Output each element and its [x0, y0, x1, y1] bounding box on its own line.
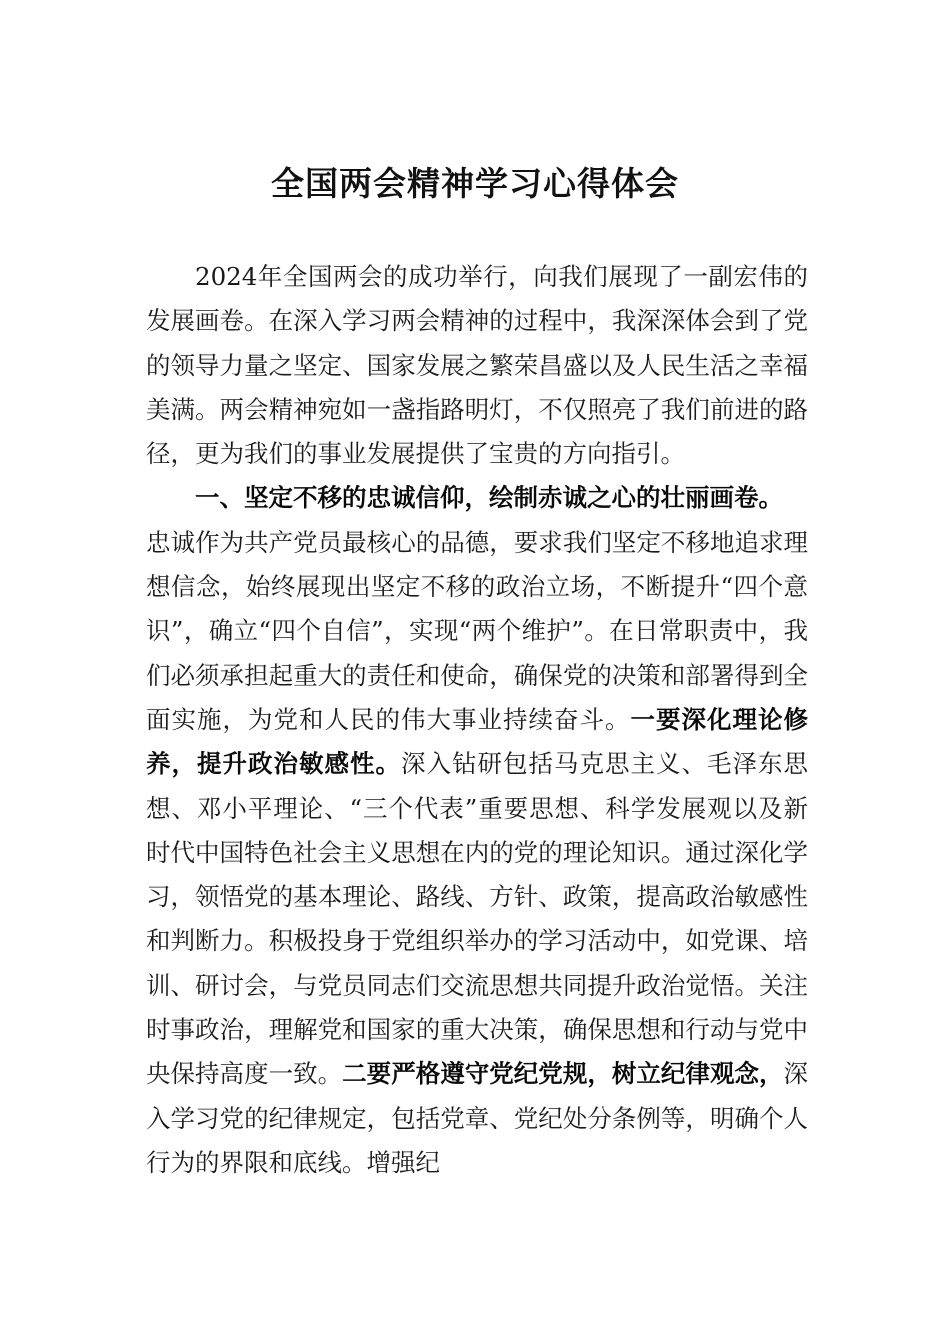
intro-paragraph: 2024年全国两会的成功举行，向我们展现了一副宏伟的发展画卷。在深入学习两会精神的过程中，我深深体会到了党的领导力量之坚定、国家发展之繁荣昌盛以及人民生活之幸福美满。两会精神宛如一盏指路明灯，不仅照亮了我们前进的路径，更为我们的事业发展提供了宝贵的方向指引。	[146, 262, 808, 469]
section-1-text-2: 深入钻研包括马克思主义、毛泽东思想、邓小平理论、“三个代表”重要思想、科学发展观以及新时代中国特色社会主义思想在内的党的理论知识。通过深化学习，领悟党的基本理论、路线、方针、政策，提高政治敏感性和判断力。积极投身于党组织举办的学习活动中，如党课、培训、研讨会，与党员同志们交流思想共同提升政治觉悟。关注时事政治，理解党和国家的重大决策，确保思想和行动与党中央保持高度一致。	[146, 749, 808, 1089]
point-2-heading: 二要严格遵守党纪党规，树立纪律观念，	[342, 1059, 784, 1089]
section-1-paragraph	[146, 476, 808, 520]
section-1-text-3: 深入学习党的纪律规定，包括党章、党纪处分条例等，明确个人行为的界限和底线。增强纪	[146, 1059, 809, 1177]
document-body	[146, 255, 808, 1185]
section-1-body	[146, 521, 808, 1185]
section-1-heading: 一、坚定不移的忠诚信仰，绘制赤诚之心的壮丽画卷。	[195, 483, 783, 513]
point-1-heading: 一要深化理论修养，提升政治敏感性。	[146, 704, 808, 779]
document-title: 全国两会精神学习心得体会	[271, 164, 679, 203]
section-1-text-1: 忠诚作为共产党员最核心的品德，要求我们坚定不移地追求理想信念，始终展现出坚定不移的政治立场，不断提升“四个意识”，确立“四个自信”，实现“两个维护”。在日常职责中，我们必须承担起重大的责任和使命，确保党的决策和部署得到全面实施，为党和人民的伟大事业持续奋斗。	[146, 527, 808, 734]
